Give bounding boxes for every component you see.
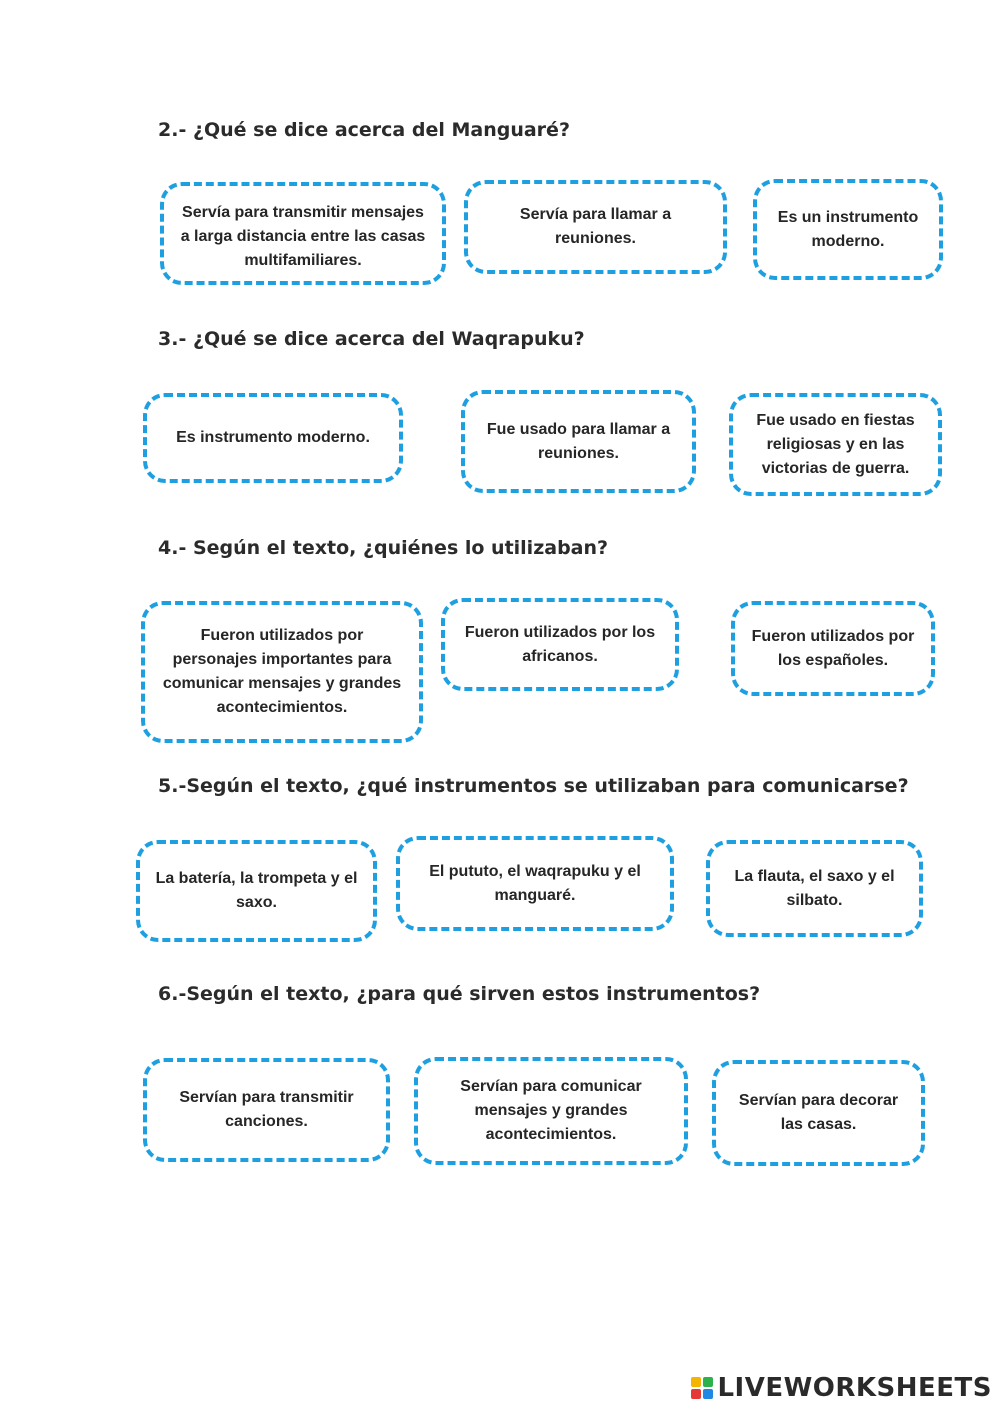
q4-option-1[interactable]: Fueron utilizados por personajes importantes para comunicar mensajes y grandes acontecimientos.: [141, 601, 423, 743]
q3-option-3[interactable]: Fue usado en fiestas religiosas y en las victorias de guerra.: [729, 393, 942, 496]
question-3-title: 3.- ¿Qué se dice acerca del Waqrapuku?: [158, 328, 585, 350]
q2-option-1[interactable]: Servía para transmitir mensajes a larga distancia entre las casas multifamiliares.: [160, 182, 446, 285]
q6-option-3[interactable]: Servían para decorar las casas.: [712, 1060, 925, 1166]
q5-option-3[interactable]: La flauta, el saxo y el silbato.: [706, 840, 923, 937]
q6-option-2[interactable]: Servían para comunicar mensajes y grandes acontecimientos.: [414, 1057, 688, 1165]
q2-option-2[interactable]: Servía para llamar a reuniones.: [464, 180, 727, 274]
q5-option-1[interactable]: La batería, la trompeta y el saxo.: [136, 840, 377, 942]
q3-option-2[interactable]: Fue usado para llamar a reuniones.: [461, 390, 696, 493]
q2-option-3[interactable]: Es un instrumento moderno.: [753, 179, 943, 280]
footer-branding: [691, 1373, 992, 1403]
q4-option-3[interactable]: Fueron utilizados por los españoles.: [731, 601, 935, 696]
q3-option-1[interactable]: Es instrumento moderno.: [143, 393, 403, 483]
liveworksheets-logo-icon: [691, 1377, 713, 1399]
q5-option-2[interactable]: El pututo, el waqrapuku y el manguaré.: [396, 836, 674, 931]
question-2-title: 2.- ¿Qué se dice acerca del Manguaré?: [158, 119, 570, 141]
brand-name: LIVEWORKSHEETS: [717, 1373, 992, 1403]
q6-option-1[interactable]: Servían para transmitir canciones.: [143, 1058, 390, 1162]
question-6-title: 6.-Según el texto, ¿para qué sirven estos instrumentos?: [158, 983, 761, 1005]
question-4-title: 4.- Según el texto, ¿quiénes lo utilizaban?: [158, 537, 609, 559]
question-5-title: 5.-Según el texto, ¿qué instrumentos se utilizaban para comunicarse?: [158, 775, 909, 797]
q4-option-2[interactable]: Fueron utilizados por los africanos.: [441, 598, 679, 691]
